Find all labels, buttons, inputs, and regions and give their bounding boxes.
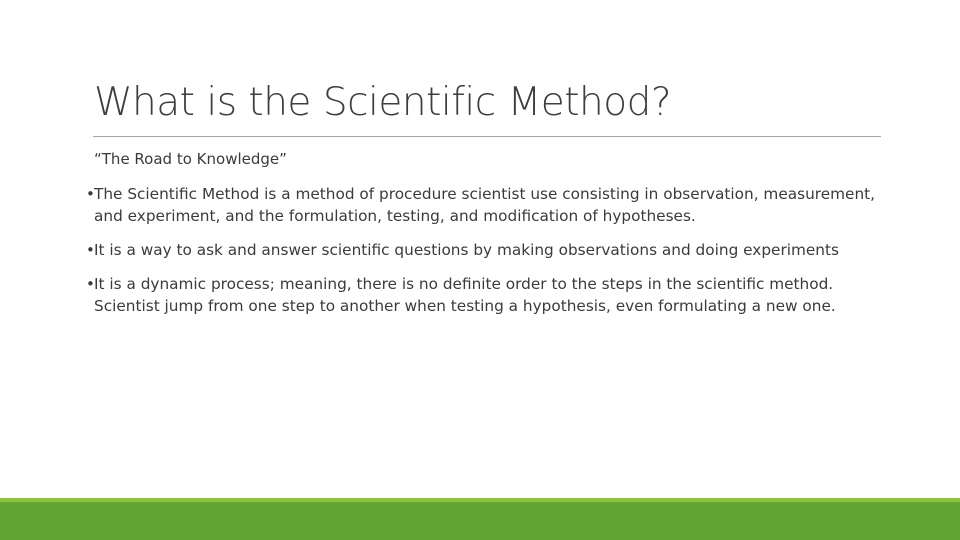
title-divider — [93, 136, 881, 137]
footer-accent-highlight — [0, 498, 960, 502]
slide-title: What is the Scientific Method? — [94, 80, 672, 125]
bullet-marker: • — [86, 275, 95, 293]
bullet-item — [86, 273, 886, 317]
bullet-marker: • — [86, 185, 95, 203]
slide-subtitle: “The Road to Knowledge” — [94, 150, 287, 168]
bullet-text: The Scientific Method is a method of procedure scientist use consisting in observation, measurement, and experiment, and the formulation, testing, and modification of hypotheses. — [94, 185, 876, 225]
bullet-item — [86, 183, 886, 227]
bullet-marker: • — [86, 241, 95, 259]
bullet-text: It is a way to ask and answer scientific questions by making observations and doing experiments — [94, 241, 839, 259]
bullet-list — [86, 183, 886, 329]
bullet-text: It is a dynamic process; meaning, there is no definite order to the steps in the scientific method. Scientist jump from one step to another when testing a hypothesis, even formulating a new one. — [94, 275, 836, 315]
footer-accent-bar — [0, 498, 960, 540]
bullet-item — [86, 239, 886, 261]
